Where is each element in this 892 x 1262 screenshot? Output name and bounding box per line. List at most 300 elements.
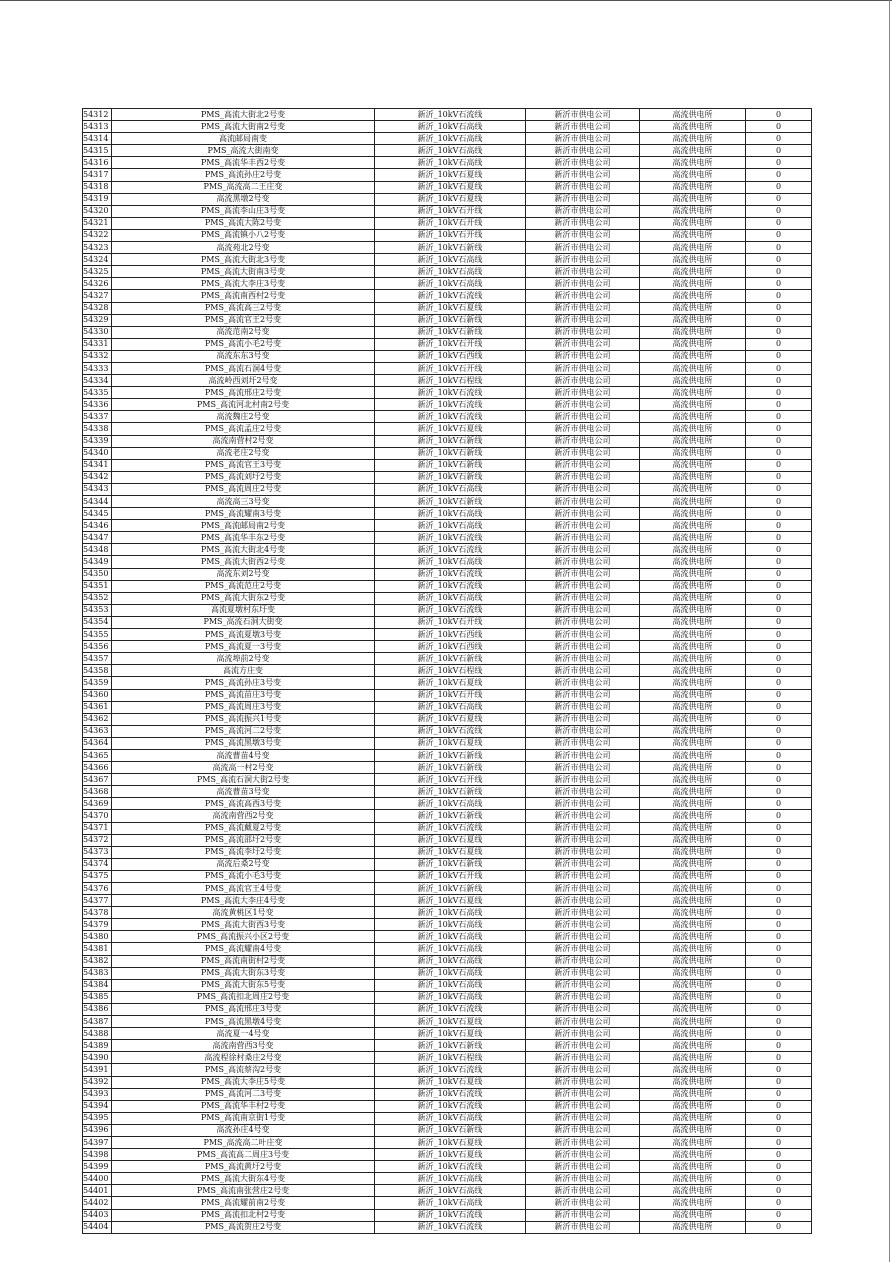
value-cell: 0 xyxy=(746,604,812,616)
feeder-line-cell: 新沂_10kV石开线 xyxy=(375,217,526,229)
feeder-line-cell: 新沂_10kV石开线 xyxy=(375,774,526,786)
transformer-name-cell: PMS_高流周庄3号变 xyxy=(112,701,375,713)
station-cell: 高流供电所 xyxy=(640,786,746,798)
station-cell: 高流供电所 xyxy=(640,834,746,846)
value-cell: 0 xyxy=(746,1052,812,1064)
feeder-line-cell: 新沂_10kV石高线 xyxy=(375,1185,526,1197)
value-cell: 0 xyxy=(746,217,812,229)
feeder-line-cell: 新沂_10kV石开线 xyxy=(375,338,526,350)
transformer-name-cell: PMS_高流振兴1号变 xyxy=(112,713,375,725)
value-cell: 0 xyxy=(746,737,812,749)
station-cell: 高流供电所 xyxy=(640,423,746,435)
row-id-cell: 54328 xyxy=(83,302,112,314)
value-cell: 0 xyxy=(746,1209,812,1221)
transformer-name-cell: 高流后桑2号变 xyxy=(112,858,375,870)
value-cell: 0 xyxy=(746,629,812,641)
row-id-cell: 54314 xyxy=(83,133,112,145)
table-row xyxy=(83,1016,812,1028)
station-cell: 高流供电所 xyxy=(640,762,746,774)
feeder-line-cell: 新沂_10kV石新线 xyxy=(375,762,526,774)
feeder-line-cell: 新沂_10kV石流线 xyxy=(375,411,526,423)
transformer-name-cell: PMS_高流官王3号变 xyxy=(112,459,375,471)
transformer-name-cell: PMS_高流耀南3号变 xyxy=(112,508,375,520)
transformer-name-cell: PMS_高流苗庄3号变 xyxy=(112,689,375,701)
table-row xyxy=(83,556,812,568)
value-cell: 0 xyxy=(746,1016,812,1028)
transformer-name-cell: PMS_高流孟庄2号变 xyxy=(112,423,375,435)
row-id-cell: 54403 xyxy=(83,1209,112,1221)
feeder-line-cell: 新沂_10kV石流线 xyxy=(375,580,526,592)
station-cell: 高流供电所 xyxy=(640,1112,746,1124)
station-cell: 高流供电所 xyxy=(640,1173,746,1185)
value-cell: 0 xyxy=(746,447,812,459)
company-cell: 新沂市供电公司 xyxy=(526,217,640,229)
feeder-line-cell: 新沂_10kV石高线 xyxy=(375,967,526,979)
station-cell: 高流供电所 xyxy=(640,375,746,387)
value-cell: 0 xyxy=(746,242,812,254)
feeder-line-cell: 新沂_10kV石新线 xyxy=(375,314,526,326)
row-id-cell: 54361 xyxy=(83,701,112,713)
value-cell: 0 xyxy=(746,1003,812,1015)
value-cell: 0 xyxy=(746,955,812,967)
value-cell: 0 xyxy=(746,1076,812,1088)
row-id-cell: 54369 xyxy=(83,798,112,810)
feeder-line-cell: 新沂_10kV石新线 xyxy=(375,447,526,459)
table-row xyxy=(83,943,812,955)
row-id-cell: 54375 xyxy=(83,870,112,882)
company-cell: 新沂市供电公司 xyxy=(526,762,640,774)
company-cell: 新沂市供电公司 xyxy=(526,496,640,508)
feeder-line-cell: 新沂_10kV石开线 xyxy=(375,205,526,217)
company-cell: 新沂市供电公司 xyxy=(526,604,640,616)
table-row xyxy=(83,242,812,254)
company-cell: 新沂市供电公司 xyxy=(526,109,640,121)
company-cell: 新沂市供电公司 xyxy=(526,919,640,931)
table-row xyxy=(83,870,812,882)
table-row xyxy=(83,532,812,544)
table-row xyxy=(83,979,812,991)
station-cell: 高流供电所 xyxy=(640,1040,746,1052)
company-cell: 新沂市供电公司 xyxy=(526,907,640,919)
station-cell: 高流供电所 xyxy=(640,653,746,665)
transformer-name-cell: PMS_高流小毛2号变 xyxy=(112,338,375,350)
station-cell: 高流供电所 xyxy=(640,870,746,882)
value-cell: 0 xyxy=(746,774,812,786)
company-cell: 新沂市供电公司 xyxy=(526,1161,640,1173)
transformer-name-cell: PMS_高流耀南4号变 xyxy=(112,943,375,955)
row-id-cell: 54364 xyxy=(83,737,112,749)
transformer-name-cell: PMS_高流黄圩2号变 xyxy=(112,1161,375,1173)
feeder-line-cell: 新沂_10kV石夏线 xyxy=(375,181,526,193)
row-id-cell: 54380 xyxy=(83,931,112,943)
row-id-cell: 54389 xyxy=(83,1040,112,1052)
station-cell: 高流供电所 xyxy=(640,616,746,628)
feeder-line-cell: 新沂_10kV石高线 xyxy=(375,798,526,810)
value-cell: 0 xyxy=(746,677,812,689)
value-cell: 0 xyxy=(746,568,812,580)
station-cell: 高流供电所 xyxy=(640,665,746,677)
table-row xyxy=(83,798,812,810)
row-id-cell: 54371 xyxy=(83,822,112,834)
company-cell: 新沂市供电公司 xyxy=(526,701,640,713)
company-cell: 新沂市供电公司 xyxy=(526,145,640,157)
company-cell: 新沂市供电公司 xyxy=(526,205,640,217)
station-cell: 高流供电所 xyxy=(640,399,746,411)
row-id-cell: 54337 xyxy=(83,411,112,423)
company-cell: 新沂市供电公司 xyxy=(526,121,640,133)
transformer-table xyxy=(82,108,812,1234)
table-row xyxy=(83,895,812,907)
table-row xyxy=(83,786,812,798)
transformer-name-cell: 高流孙庄4号变 xyxy=(112,1124,375,1136)
row-id-cell: 54394 xyxy=(83,1100,112,1112)
value-cell: 0 xyxy=(746,181,812,193)
station-cell: 高流供电所 xyxy=(640,1221,746,1233)
company-cell: 新沂市供电公司 xyxy=(526,302,640,314)
row-id-cell: 54363 xyxy=(83,725,112,737)
transformer-name-cell: PMS_高流振兴小区2号变 xyxy=(112,931,375,943)
table-row xyxy=(83,350,812,362)
value-cell: 0 xyxy=(746,1161,812,1173)
feeder-line-cell: 新沂_10kV石夏线 xyxy=(375,713,526,725)
value-cell: 0 xyxy=(746,483,812,495)
feeder-line-cell: 新沂_10kV石西线 xyxy=(375,629,526,641)
row-id-cell: 54349 xyxy=(83,556,112,568)
row-id-cell: 54362 xyxy=(83,713,112,725)
value-cell: 0 xyxy=(746,1088,812,1100)
company-cell: 新沂市供电公司 xyxy=(526,544,640,556)
company-cell: 新沂市供电公司 xyxy=(526,749,640,761)
table-row xyxy=(83,326,812,338)
table-row xyxy=(83,1003,812,1015)
transformer-name-cell: PMS_高流扣北周庄2号变 xyxy=(112,991,375,1003)
table-row xyxy=(83,447,812,459)
table-row xyxy=(83,254,812,266)
company-cell: 新沂市供电公司 xyxy=(526,459,640,471)
value-cell: 0 xyxy=(746,967,812,979)
station-cell: 高流供电所 xyxy=(640,205,746,217)
feeder-line-cell: 新沂_10kV石夏线 xyxy=(375,302,526,314)
feeder-line-cell: 新沂_10kV石新线 xyxy=(375,242,526,254)
company-cell: 新沂市供电公司 xyxy=(526,157,640,169)
value-cell: 0 xyxy=(746,1124,812,1136)
table-row xyxy=(83,1136,812,1148)
station-cell: 高流供电所 xyxy=(640,677,746,689)
company-cell: 新沂市供电公司 xyxy=(526,508,640,520)
row-id-cell: 54336 xyxy=(83,399,112,411)
table-row xyxy=(83,1040,812,1052)
value-cell: 0 xyxy=(746,375,812,387)
company-cell: 新沂市供电公司 xyxy=(526,290,640,302)
transformer-name-cell: PMS_高流邢庄3号变 xyxy=(112,1003,375,1015)
row-id-cell: 54324 xyxy=(83,254,112,266)
row-id-cell: 54376 xyxy=(83,883,112,895)
company-cell: 新沂市供电公司 xyxy=(526,1016,640,1028)
transformer-name-cell: 高流邮局南变 xyxy=(112,133,375,145)
feeder-line-cell: 新沂_10kV石夏线 xyxy=(375,677,526,689)
table-row xyxy=(83,737,812,749)
transformer-name-cell: PMS_高流大街西2号变 xyxy=(112,556,375,568)
feeder-line-cell: 新沂_10kV石高线 xyxy=(375,266,526,278)
transformer-name-cell: PMS_高流石洞大街2号变 xyxy=(112,774,375,786)
station-cell: 高流供电所 xyxy=(640,1149,746,1161)
transformer-name-cell: 高流曹苗4号变 xyxy=(112,749,375,761)
company-cell: 新沂市供电公司 xyxy=(526,1040,640,1052)
row-id-cell: 54330 xyxy=(83,326,112,338)
company-cell: 新沂市供电公司 xyxy=(526,1112,640,1124)
table-row xyxy=(83,1124,812,1136)
row-id-cell: 54338 xyxy=(83,423,112,435)
transformer-name-cell: PMS_高流石洞大街变 xyxy=(112,616,375,628)
feeder-line-cell: 新沂_10kV石夏线 xyxy=(375,169,526,181)
transformer-name-cell: PMS_高流邢庄2号变 xyxy=(112,387,375,399)
table-row xyxy=(83,435,812,447)
transformer-name-cell: 高流东东3号变 xyxy=(112,350,375,362)
row-id-cell: 54384 xyxy=(83,979,112,991)
value-cell: 0 xyxy=(746,350,812,362)
station-cell: 高流供电所 xyxy=(640,290,746,302)
transformer-name-cell: PMS_高流耀前南2号变 xyxy=(112,1197,375,1209)
feeder-line-cell: 新沂_10kV石新线 xyxy=(375,653,526,665)
row-id-cell: 54372 xyxy=(83,834,112,846)
table-row xyxy=(83,290,812,302)
station-cell: 高流供电所 xyxy=(640,919,746,931)
table-row xyxy=(83,1209,812,1221)
company-cell: 新沂市供电公司 xyxy=(526,169,640,181)
transformer-name-cell: PMS_高流孙庄3号变 xyxy=(112,677,375,689)
company-cell: 新沂市供电公司 xyxy=(526,665,640,677)
table-row xyxy=(83,580,812,592)
feeder-line-cell: 新沂_10kV石新线 xyxy=(375,858,526,870)
value-cell: 0 xyxy=(746,229,812,241)
station-cell: 高流供电所 xyxy=(640,967,746,979)
station-cell: 高流供电所 xyxy=(640,1052,746,1064)
feeder-line-cell: 新沂_10kV石新线 xyxy=(375,786,526,798)
transformer-name-cell: PMS_高流周庄2号变 xyxy=(112,483,375,495)
value-cell: 0 xyxy=(746,858,812,870)
company-cell: 新沂市供电公司 xyxy=(526,133,640,145)
row-id-cell: 54366 xyxy=(83,762,112,774)
value-cell: 0 xyxy=(746,290,812,302)
company-cell: 新沂市供电公司 xyxy=(526,641,640,653)
row-id-cell: 54344 xyxy=(83,496,112,508)
company-cell: 新沂市供电公司 xyxy=(526,979,640,991)
table-row xyxy=(83,834,812,846)
feeder-line-cell: 新沂_10kV石高线 xyxy=(375,955,526,967)
transformer-name-cell: PMS_高流高二叶庄变 xyxy=(112,1136,375,1148)
transformer-name-cell: PMS_高流河北村南2号变 xyxy=(112,399,375,411)
row-id-cell: 54320 xyxy=(83,205,112,217)
company-cell: 新沂市供电公司 xyxy=(526,1185,640,1197)
table-row xyxy=(83,459,812,471)
transformer-name-cell: PMS_高流南张营庄2号变 xyxy=(112,1185,375,1197)
row-id-cell: 54327 xyxy=(83,290,112,302)
company-cell: 新沂市供电公司 xyxy=(526,774,640,786)
value-cell: 0 xyxy=(746,496,812,508)
feeder-line-cell: 新沂_10kV石高线 xyxy=(375,483,526,495)
table-row xyxy=(83,520,812,532)
table-row xyxy=(83,713,812,725)
station-cell: 高流供电所 xyxy=(640,1028,746,1040)
company-cell: 新沂市供电公司 xyxy=(526,689,640,701)
row-id-cell: 54332 xyxy=(83,350,112,362)
row-id-cell: 54350 xyxy=(83,568,112,580)
feeder-line-cell: 新沂_10kV石夏线 xyxy=(375,193,526,205)
company-cell: 新沂市供电公司 xyxy=(526,278,640,290)
value-cell: 0 xyxy=(746,931,812,943)
feeder-line-cell: 新沂_10kV石夏线 xyxy=(375,834,526,846)
value-cell: 0 xyxy=(746,314,812,326)
value-cell: 0 xyxy=(746,725,812,737)
transformer-name-cell: 高流埠前2号变 xyxy=(112,653,375,665)
company-cell: 新沂市供电公司 xyxy=(526,653,640,665)
value-cell: 0 xyxy=(746,1197,812,1209)
station-cell: 高流供电所 xyxy=(640,496,746,508)
station-cell: 高流供电所 xyxy=(640,133,746,145)
row-id-cell: 54323 xyxy=(83,242,112,254)
feeder-line-cell: 新沂_10kV石流线 xyxy=(375,1003,526,1015)
company-cell: 新沂市供电公司 xyxy=(526,266,640,278)
row-id-cell: 54313 xyxy=(83,121,112,133)
station-cell: 高流供电所 xyxy=(640,979,746,991)
transformer-name-cell: PMS_高流大街北3号变 xyxy=(112,254,375,266)
table-row xyxy=(83,665,812,677)
transformer-name-cell: 高流魏庄2号变 xyxy=(112,411,375,423)
feeder-line-cell: 新沂_10kV石西线 xyxy=(375,641,526,653)
table-row xyxy=(83,205,812,217)
feeder-line-cell: 新沂_10kV石高线 xyxy=(375,278,526,290)
value-cell: 0 xyxy=(746,508,812,520)
transformer-name-cell: PMS_高流大街南3号变 xyxy=(112,266,375,278)
feeder-line-cell: 新沂_10kV石流线 xyxy=(375,725,526,737)
transformer-name-cell: PMS_高流邮局南2号变 xyxy=(112,520,375,532)
table-row xyxy=(83,471,812,483)
feeder-line-cell: 新沂_10kV石流线 xyxy=(375,1221,526,1233)
row-id-cell: 54386 xyxy=(83,1003,112,1015)
table-row xyxy=(83,217,812,229)
value-cell: 0 xyxy=(746,979,812,991)
station-cell: 高流供电所 xyxy=(640,121,746,133)
transformer-name-cell: 高流东刘2号变 xyxy=(112,568,375,580)
value-cell: 0 xyxy=(746,653,812,665)
row-id-cell: 54321 xyxy=(83,217,112,229)
company-cell: 新沂市供电公司 xyxy=(526,737,640,749)
station-cell: 高流供电所 xyxy=(640,810,746,822)
station-cell: 高流供电所 xyxy=(640,725,746,737)
row-id-cell: 54351 xyxy=(83,580,112,592)
table-row xyxy=(83,229,812,241)
station-cell: 高流供电所 xyxy=(640,532,746,544)
transformer-name-cell: PMS_高流大街北4号变 xyxy=(112,544,375,556)
transformer-name-cell: PMS_高流高二周庄3号变 xyxy=(112,1149,375,1161)
value-cell: 0 xyxy=(746,798,812,810)
company-cell: 新沂市供电公司 xyxy=(526,1197,640,1209)
transformer-name-cell: PMS_高流河二2号变 xyxy=(112,725,375,737)
row-id-cell: 54398 xyxy=(83,1149,112,1161)
transformer-name-cell: PMS_高流大街西3号变 xyxy=(112,919,375,931)
station-cell: 高流供电所 xyxy=(640,338,746,350)
company-cell: 新沂市供电公司 xyxy=(526,1124,640,1136)
table-row xyxy=(83,701,812,713)
row-id-cell: 54393 xyxy=(83,1088,112,1100)
feeder-line-cell: 新沂_10kV石高线 xyxy=(375,701,526,713)
feeder-line-cell: 新沂_10kV石夏线 xyxy=(375,1136,526,1148)
feeder-line-cell: 新沂_10kV石程线 xyxy=(375,375,526,387)
row-id-cell: 54383 xyxy=(83,967,112,979)
row-id-cell: 54312 xyxy=(83,109,112,121)
value-cell: 0 xyxy=(746,762,812,774)
company-cell: 新沂市供电公司 xyxy=(526,810,640,822)
row-id-cell: 54365 xyxy=(83,749,112,761)
company-cell: 新沂市供电公司 xyxy=(526,834,640,846)
feeder-line-cell: 新沂_10kV石开线 xyxy=(375,870,526,882)
transformer-name-cell: PMS_高流大陈2号变 xyxy=(112,217,375,229)
transformer-name-cell: 高流方庄变 xyxy=(112,665,375,677)
row-id-cell: 54390 xyxy=(83,1052,112,1064)
table-row xyxy=(83,423,812,435)
company-cell: 新沂市供电公司 xyxy=(526,1221,640,1233)
company-cell: 新沂市供电公司 xyxy=(526,338,640,350)
station-cell: 高流供电所 xyxy=(640,798,746,810)
table-row xyxy=(83,496,812,508)
transformer-name-cell: PMS_高流大街东2号变 xyxy=(112,592,375,604)
station-cell: 高流供电所 xyxy=(640,169,746,181)
feeder-line-cell: 新沂_10kV石程线 xyxy=(375,1052,526,1064)
table-row xyxy=(83,181,812,193)
table-row xyxy=(83,544,812,556)
feeder-line-cell: 新沂_10kV石高线 xyxy=(375,991,526,1003)
table-row xyxy=(83,1221,812,1233)
station-cell: 高流供电所 xyxy=(640,181,746,193)
transformer-name-cell: 高流南营西2号变 xyxy=(112,810,375,822)
table-row xyxy=(83,725,812,737)
feeder-line-cell: 新沂_10kV石开线 xyxy=(375,229,526,241)
row-id-cell: 54397 xyxy=(83,1136,112,1148)
company-cell: 新沂市供电公司 xyxy=(526,967,640,979)
table-row xyxy=(83,919,812,931)
table-row xyxy=(83,1173,812,1185)
company-cell: 新沂市供电公司 xyxy=(526,883,640,895)
value-cell: 0 xyxy=(746,822,812,834)
station-cell: 高流供电所 xyxy=(640,302,746,314)
row-id-cell: 54346 xyxy=(83,520,112,532)
station-cell: 高流供电所 xyxy=(640,362,746,374)
table-row xyxy=(83,1064,812,1076)
page-right-border xyxy=(889,0,890,1262)
station-cell: 高流供电所 xyxy=(640,604,746,616)
feeder-line-cell: 新沂_10kV石高线 xyxy=(375,919,526,931)
feeder-line-cell: 新沂_10kV石夏线 xyxy=(375,737,526,749)
row-id-cell: 54400 xyxy=(83,1173,112,1185)
row-id-cell: 54399 xyxy=(83,1161,112,1173)
transformer-name-cell: PMS_高流扣北村2号变 xyxy=(112,1209,375,1221)
transformer-name-cell: PMS_高流范庄2号变 xyxy=(112,580,375,592)
value-cell: 0 xyxy=(746,133,812,145)
company-cell: 新沂市供电公司 xyxy=(526,447,640,459)
transformer-name-cell: PMS_高流戴夏2号变 xyxy=(112,822,375,834)
row-id-cell: 54322 xyxy=(83,229,112,241)
table-row xyxy=(83,508,812,520)
feeder-line-cell: 新沂_10kV石高线 xyxy=(375,121,526,133)
company-cell: 新沂市供电公司 xyxy=(526,423,640,435)
station-cell: 高流供电所 xyxy=(640,508,746,520)
value-cell: 0 xyxy=(746,145,812,157)
company-cell: 新沂市供电公司 xyxy=(526,1003,640,1015)
value-cell: 0 xyxy=(746,919,812,931)
value-cell: 0 xyxy=(746,556,812,568)
feeder-line-cell: 新沂_10kV石流线 xyxy=(375,1064,526,1076)
value-cell: 0 xyxy=(746,278,812,290)
